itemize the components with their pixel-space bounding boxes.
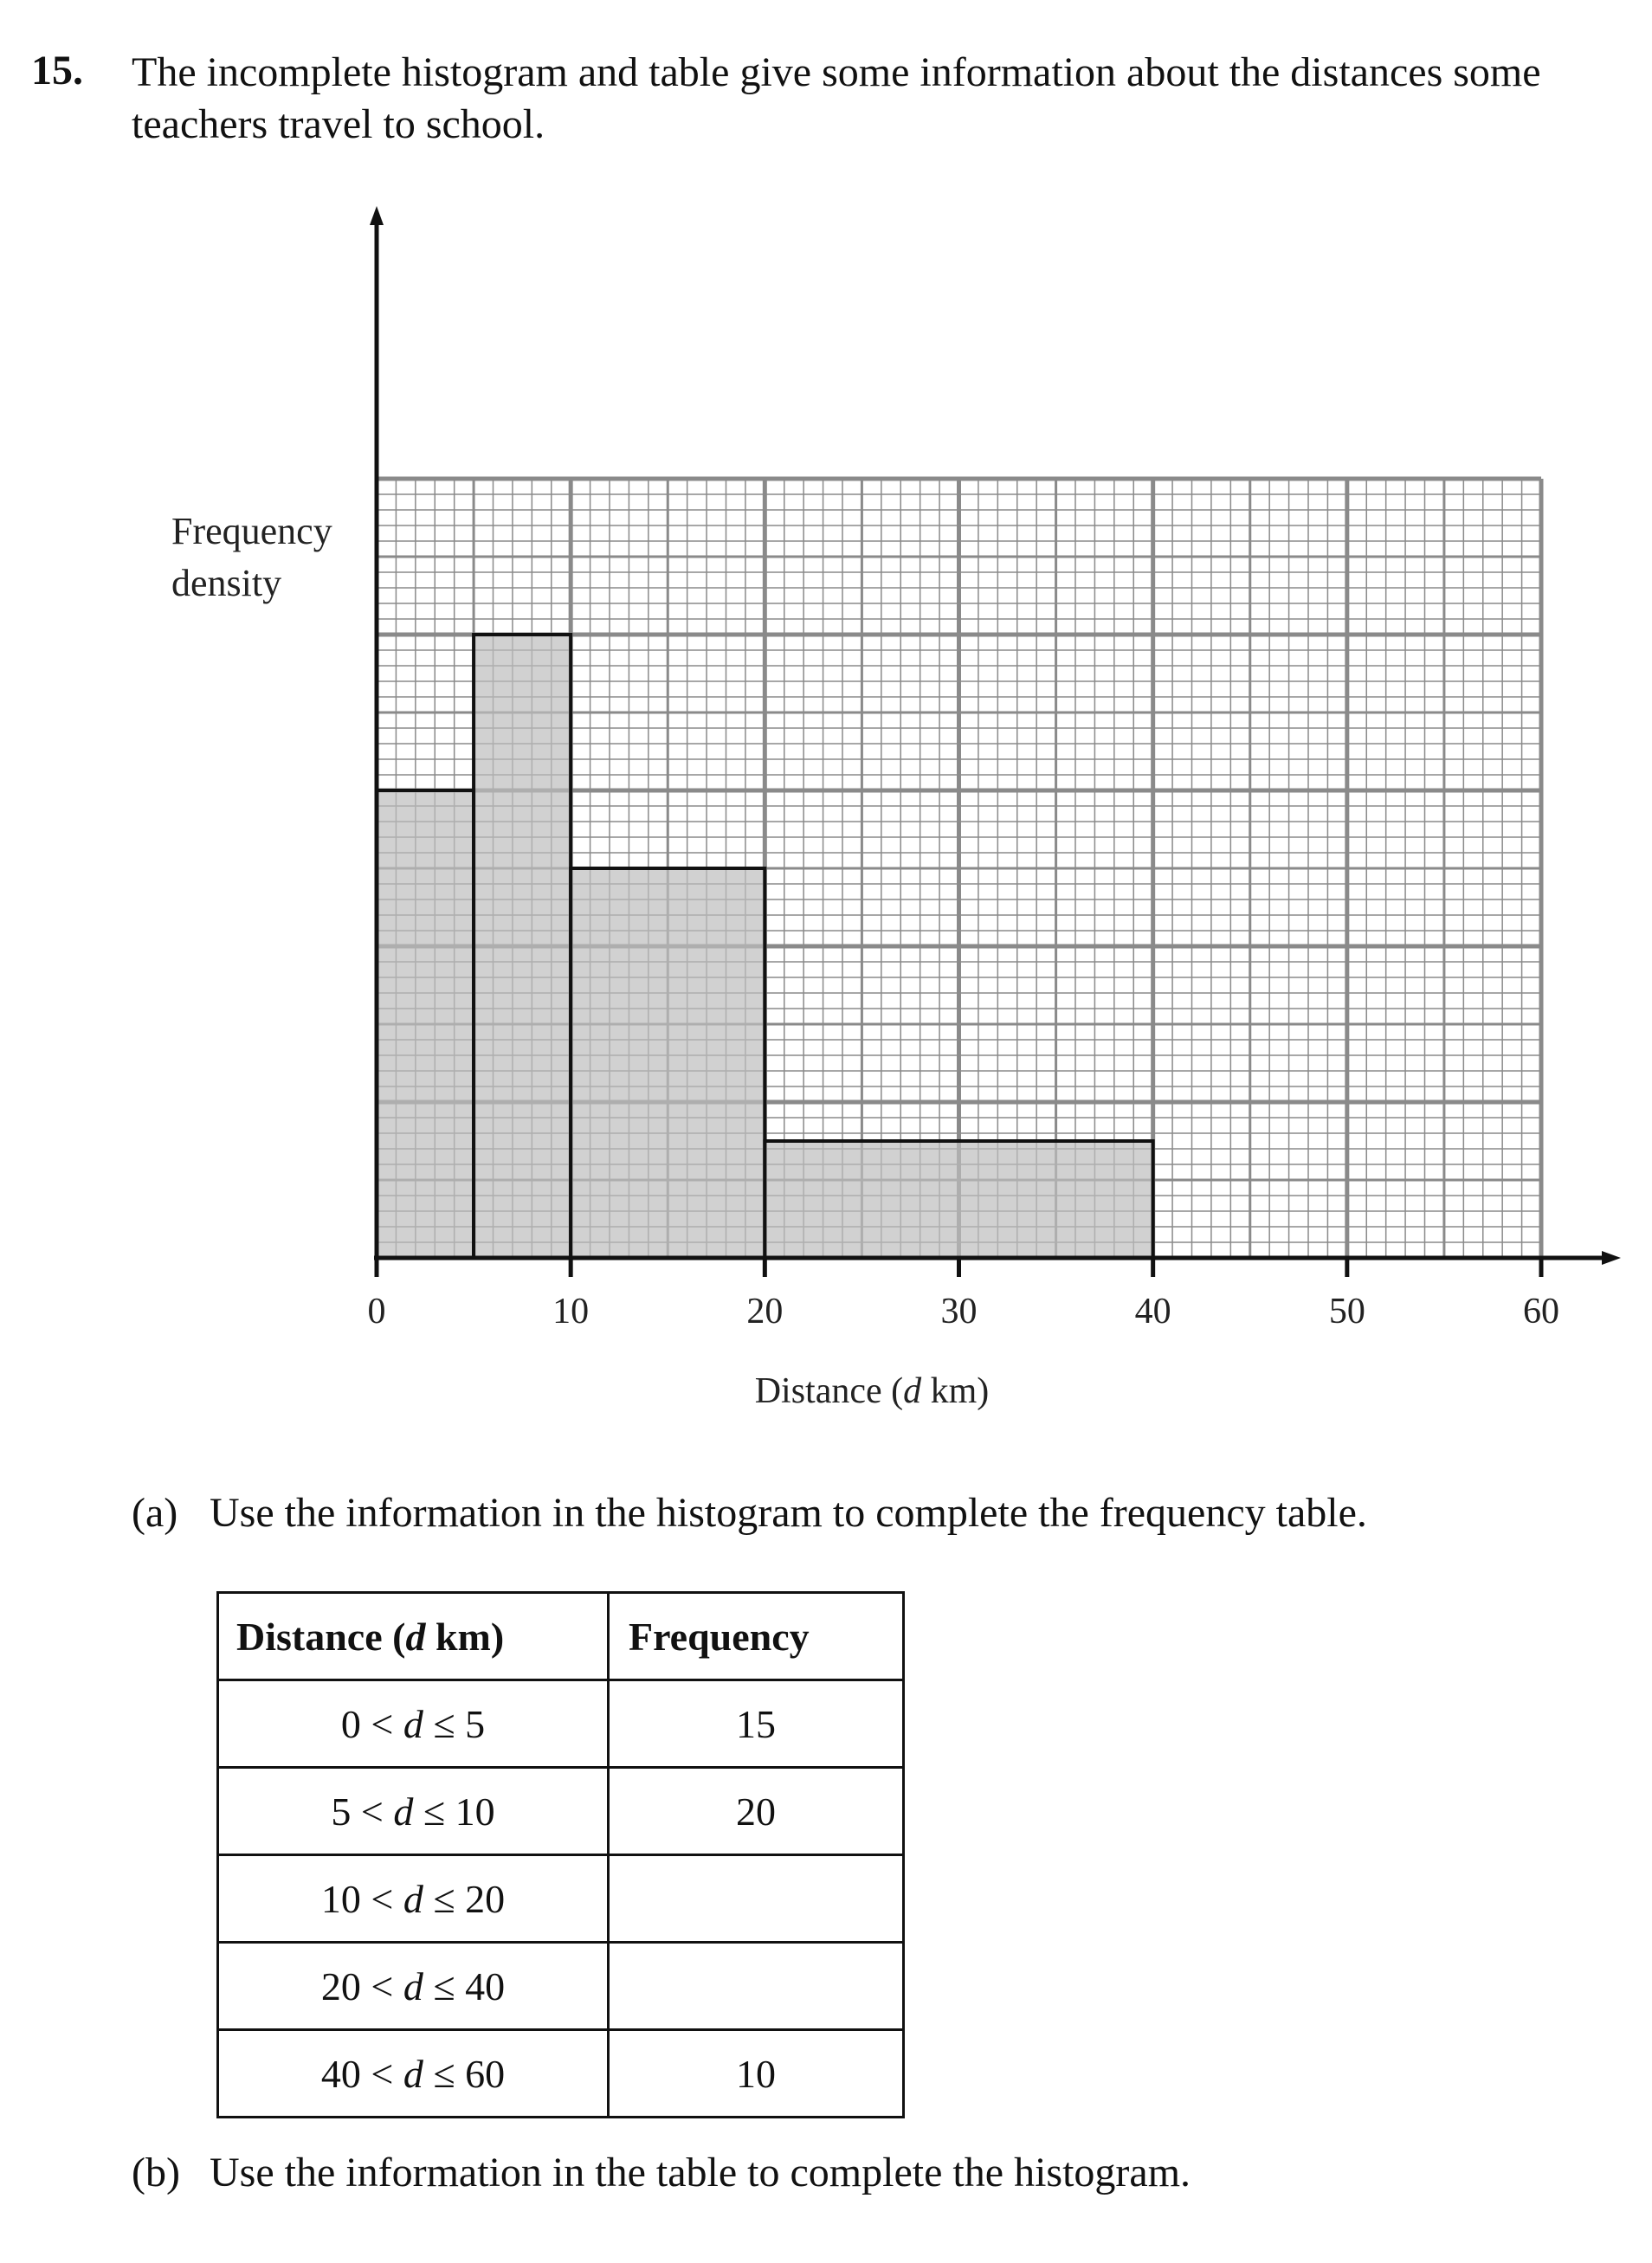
frequency-cell[interactable]: 10 xyxy=(609,2030,904,2118)
table-row xyxy=(218,1768,904,1855)
header-frequency: Frequency xyxy=(609,1593,904,1680)
part-a xyxy=(132,1489,1367,1537)
chart-ticks xyxy=(368,1258,1560,1331)
header-distance: Distance (d km) xyxy=(218,1593,609,1680)
histogram-bar-10-20 xyxy=(571,868,765,1258)
part-b-text: Use the information in the table to complete the histogram. xyxy=(210,2150,1191,2195)
frequency-table xyxy=(216,1591,905,2118)
part-a-text: Use the information in the histogram to complete the frequency table. xyxy=(210,1490,1367,1536)
x-tick-label: 20 xyxy=(746,1292,784,1331)
y-axis-label-line2: density xyxy=(171,562,282,604)
question-number: 15. xyxy=(31,48,83,93)
histogram-chart xyxy=(0,190,1652,1454)
x-tick-label: 30 xyxy=(940,1292,978,1331)
part-b-label: (b) xyxy=(132,2150,180,2195)
histogram-bar-0-5 xyxy=(377,790,474,1258)
frequency-cell[interactable]: 15 xyxy=(609,1680,904,1768)
part-b xyxy=(132,2149,1191,2196)
frequency-cell[interactable] xyxy=(609,1855,904,1943)
x-tick-label: 40 xyxy=(1134,1292,1171,1331)
part-a-label: (a) xyxy=(132,1490,178,1536)
x-axis-label-var: d xyxy=(903,1371,922,1411)
table-row xyxy=(218,1680,904,1768)
table-row xyxy=(218,2030,904,2118)
table-header-row xyxy=(218,1593,904,1680)
table-row xyxy=(218,1943,904,2030)
histogram-bar-20-40 xyxy=(765,1141,1152,1258)
x-axis-label-post: km) xyxy=(921,1371,990,1411)
frequency-cell[interactable] xyxy=(609,1943,904,2030)
x-tick-label: 10 xyxy=(552,1292,590,1331)
distance-cell: 20 < d ≤ 40 xyxy=(218,1943,609,2030)
y-axis-label-line1: Frequency xyxy=(171,510,332,552)
frequency-cell[interactable]: 20 xyxy=(609,1768,904,1855)
distance-cell: 5 < d ≤ 10 xyxy=(218,1768,609,1855)
x-axis-label-pre: Distance ( xyxy=(754,1371,904,1411)
y-axis-arrow-icon xyxy=(370,206,384,225)
histogram-bar-5-10 xyxy=(474,635,571,1258)
x-tick-label: 0 xyxy=(367,1292,386,1331)
distance-cell: 10 < d ≤ 20 xyxy=(218,1855,609,1943)
table-row xyxy=(218,1855,904,1943)
distance-cell: 40 < d ≤ 60 xyxy=(218,2030,609,2118)
x-tick-label: 60 xyxy=(1523,1292,1559,1331)
distance-cell: 0 < d ≤ 5 xyxy=(218,1680,609,1768)
question-text: The incomplete histogram and table give some information about the distances some teachers travel to school. xyxy=(132,49,1541,147)
x-axis-label xyxy=(755,1371,990,1411)
x-axis-arrow-icon xyxy=(1602,1251,1621,1265)
x-tick-label: 50 xyxy=(1328,1292,1365,1331)
